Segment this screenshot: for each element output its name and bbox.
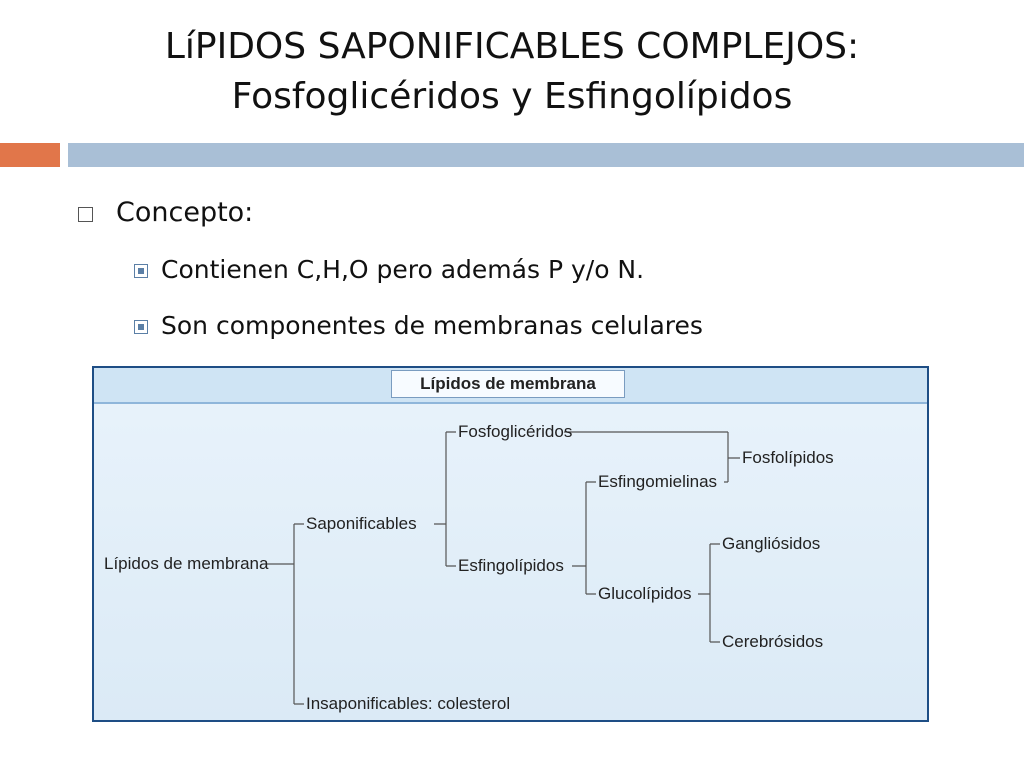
node-gangliosidos: Gangliósidos [722,534,821,553]
node-fosfolipidos: Fosfolípidos [742,448,834,467]
node-cerebrosidos: Cerebrósidos [722,632,824,651]
node-insaponificables: Insaponificables: colesterol [306,694,511,713]
square-bullet-icon [134,264,148,278]
square-bullet-icon [134,320,148,334]
figure-body [94,404,927,720]
bullet-text: Concepto: [116,197,254,228]
figure-title: Lípidos de membrana [391,370,625,398]
title-accent-bar-blue [68,143,1024,167]
node-fosfogliceridos: Fosfoglicéridos [458,422,573,441]
sub-bullet-text: Contienen C,H,O pero además P y/o N. [161,255,645,284]
slide-title-line2: Fosfoglicéridos y Esfingolípidos [231,76,793,117]
lipid-classification-figure [92,366,929,722]
figure-header [94,368,927,404]
title-accent-bar-orange [0,143,60,167]
node-lipidos-de-membrana: Lípidos de membrana [104,554,269,573]
slide-title [0,22,1024,122]
node-glucolipidos: Glucolípidos [598,584,692,603]
sub-bullet-text: Son componentes de membranas celulares [161,311,703,340]
slide-title-line1: LíPIDOS SAPONIFICABLES COMPLEJOS: [164,26,860,67]
node-esfingolipidos: Esfingolípidos [458,556,564,575]
node-saponificables: Saponificables [306,514,417,533]
node-esfingomielinas: Esfingomielinas [598,472,718,491]
hollow-square-bullet-icon [78,207,93,222]
